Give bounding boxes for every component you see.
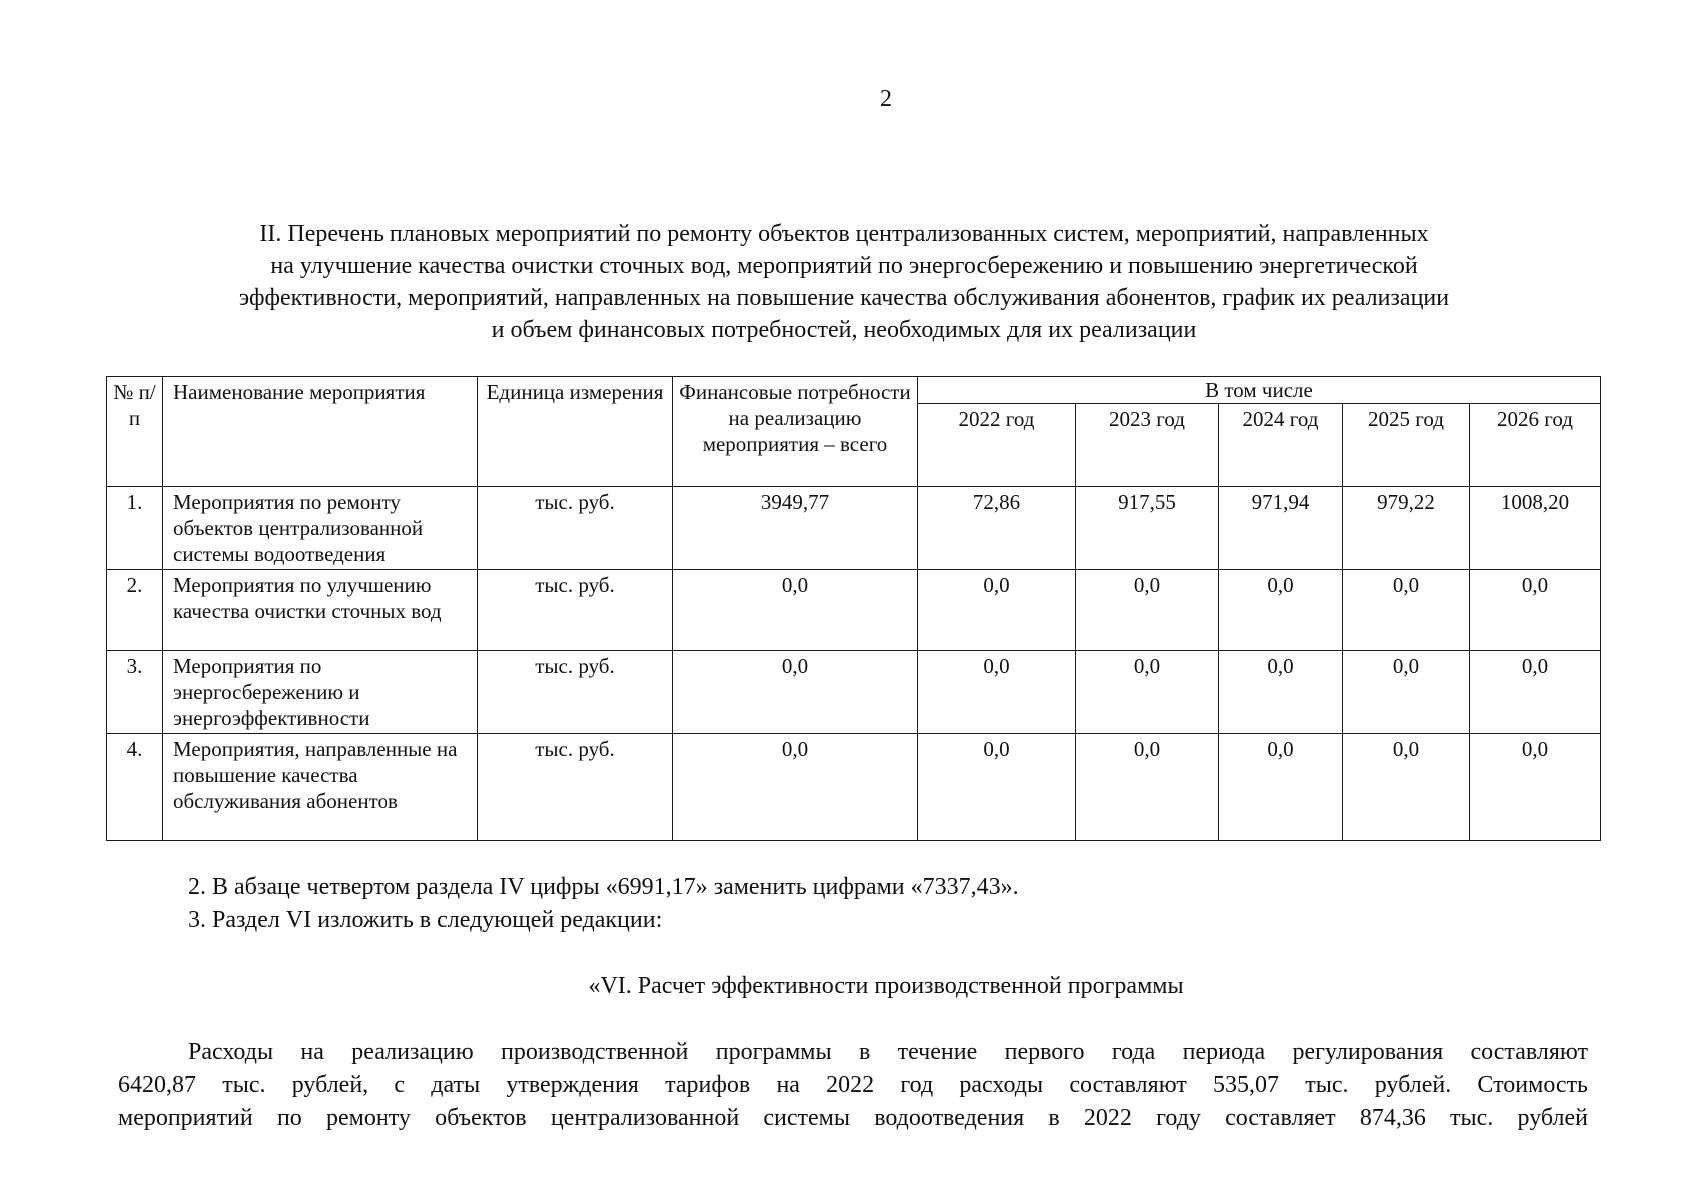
row-name: Мероприятия по энергосбережению и энергоэффективности — [163, 651, 478, 734]
page-number: 2 — [880, 86, 892, 112]
row-year-value: 72,86 — [918, 487, 1076, 570]
row-year-value: 0,0 — [1076, 734, 1219, 841]
row-year-value: 0,0 — [1219, 570, 1343, 651]
row-name: Мероприятия по улучшению качества очистки сточных вод — [163, 570, 478, 651]
table-header-row — [107, 377, 1601, 404]
row-year-value: 0,0 — [1219, 734, 1343, 841]
section-title-line: эффективности, мероприятий, направленных на повышение качества обслуживания абонентов, график их реализации — [238, 285, 1450, 311]
header-year: 2026 год — [1470, 404, 1601, 487]
section-title — [120, 218, 1568, 346]
paragraph-item-3: 3. Раздел VI изложить в следующей редакции: — [188, 907, 663, 933]
row-num: 2. — [107, 570, 163, 651]
row-name: Мероприятия, направленные на повышение качества обслуживания абонентов — [163, 734, 478, 841]
header-including: В том числе — [918, 377, 1601, 404]
header-finance: Финансовые потребности на реализацию мероприятия – всего — [673, 377, 918, 487]
row-year-value: 0,0 — [1470, 734, 1601, 841]
row-year-value: 0,0 — [1343, 570, 1470, 651]
header-unit: Единица измерения — [478, 377, 673, 487]
row-name: Мероприятия по ремонту объектов централизованной системы водоотведения — [163, 487, 478, 570]
row-total: 3949,77 — [673, 487, 918, 570]
section-vi-title: «VI. Расчет эффективности производственной программы — [588, 973, 1184, 999]
header-year: 2023 год — [1076, 404, 1219, 487]
row-total: 0,0 — [673, 651, 918, 734]
header-year: 2022 год — [918, 404, 1076, 487]
row-unit: тыс. руб. — [478, 570, 673, 651]
row-unit: тыс. руб. — [478, 651, 673, 734]
row-year-value: 0,0 — [1076, 651, 1219, 734]
row-unit: тыс. руб. — [478, 487, 673, 570]
row-year-value: 0,0 — [1343, 734, 1470, 841]
row-year-value: 971,94 — [1219, 487, 1343, 570]
row-total: 0,0 — [673, 734, 918, 841]
row-unit: тыс. руб. — [478, 734, 673, 841]
table-row — [107, 487, 1601, 570]
body-paragraph — [118, 1036, 1588, 1135]
measures-table — [106, 376, 1601, 841]
table-row — [107, 651, 1601, 734]
header-year: 2024 год — [1219, 404, 1343, 487]
body-line: мероприятий по ремонту объектов централизованной системы водоотведения в 2022 году составляет 874,36 тыс. рублей — [118, 1105, 1588, 1131]
table-row — [107, 570, 1601, 651]
row-num: 1. — [107, 487, 163, 570]
row-year-value: 917,55 — [1076, 487, 1219, 570]
row-year-value: 0,0 — [1343, 651, 1470, 734]
section-title-line: и объем финансовых потребностей, необходимых для их реализации — [491, 317, 1197, 343]
body-line: 6420,87 тыс. рублей, с даты утверждения тарифов на 2022 год расходы составляют 535,07 тыс. рублей. Стоимость — [118, 1072, 1588, 1098]
header-name: Наименование мероприятия — [163, 377, 478, 487]
paragraph-item-2: 2. В абзаце четвертом раздела IV цифры «6991,17» заменить цифрами «7337,43». — [188, 874, 1019, 900]
row-year-value: 0,0 — [1076, 570, 1219, 651]
row-year-value: 0,0 — [1470, 570, 1601, 651]
row-year-value: 0,0 — [1470, 651, 1601, 734]
table-row — [107, 734, 1601, 841]
row-year-value: 979,22 — [1343, 487, 1470, 570]
row-num: 3. — [107, 651, 163, 734]
header-num: № п/п — [107, 377, 163, 487]
row-year-value: 0,0 — [918, 651, 1076, 734]
row-year-value: 0,0 — [1219, 651, 1343, 734]
section-title-line: на улучшение качества очистки сточных вод, мероприятий по энергосбережению и повышению энергетической — [270, 253, 1418, 279]
row-year-value: 1008,20 — [1470, 487, 1601, 570]
header-year: 2025 год — [1343, 404, 1470, 487]
row-year-value: 0,0 — [918, 570, 1076, 651]
section-title-line: II. Перечень плановых мероприятий по ремонту объектов централизованных систем, мероприятий, направленных — [259, 221, 1429, 247]
body-line: Расходы на реализацию производственной программы в течение первого года периода регулирования составляют — [188, 1039, 1588, 1065]
row-total: 0,0 — [673, 570, 918, 651]
row-num: 4. — [107, 734, 163, 841]
row-year-value: 0,0 — [918, 734, 1076, 841]
